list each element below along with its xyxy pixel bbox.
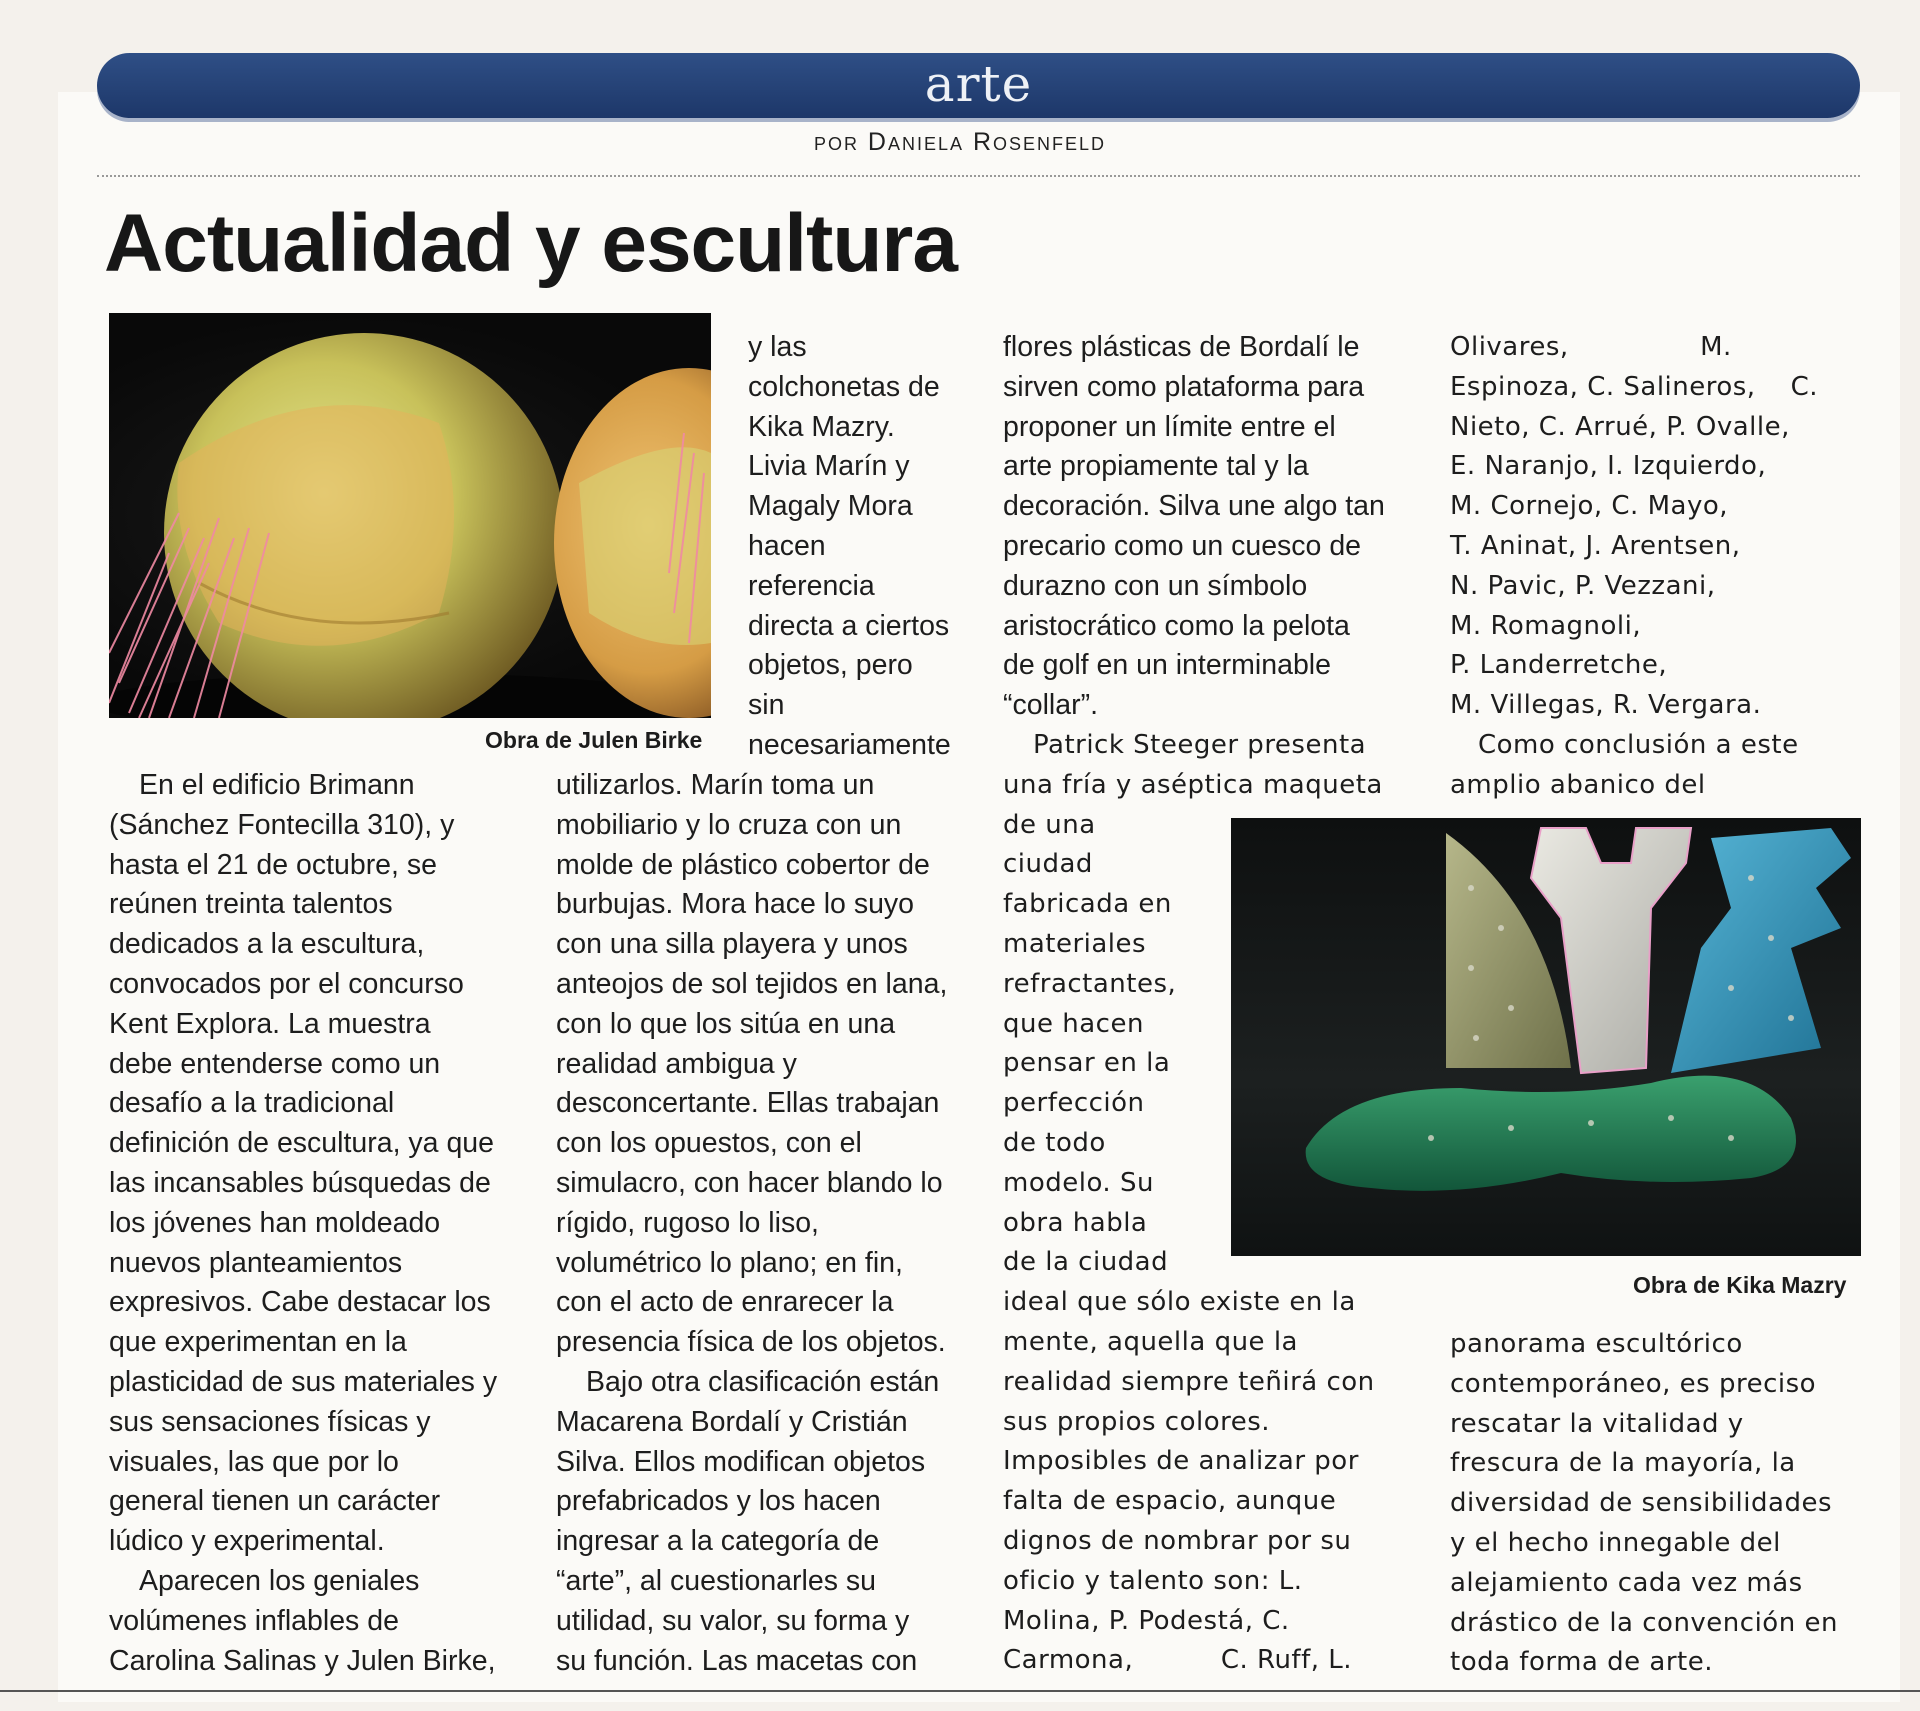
column-4-top [1450, 328, 1818, 806]
text-line: Patrick Steeger presenta [1033, 730, 1367, 760]
text-line: realidad ambigua y [556, 1047, 797, 1080]
text-line: reúnen treinta talentos [109, 888, 393, 921]
text-line: Magaly Mora [748, 490, 913, 523]
caption-photo1: Obra de Julen Birke [485, 727, 703, 753]
text-line: “collar”. [1003, 689, 1099, 722]
text-line: M. Villegas, R. Vergara. [1450, 690, 1762, 721]
text-line: Silva. Ellos modifican objetos [556, 1445, 926, 1478]
text-line: molde de plástico cobertor de [556, 848, 930, 881]
text-line: con los opuestos, con el [556, 1127, 862, 1160]
text-line: ingresar a la categoría de [556, 1525, 880, 1558]
text-line: con una silla playera y unos [556, 928, 908, 961]
text-line: dedicados a la escultura, [109, 928, 425, 961]
text-line: desafío a la tradicional [109, 1087, 395, 1120]
column-3-bottom [1003, 726, 1383, 1681]
text-line: su función. Las macetas con [556, 1644, 918, 1677]
text-line: hasta el 21 de octubre, se [109, 848, 437, 881]
text-line: oficio y talento son: L. [1003, 1565, 1303, 1596]
text-line: con lo que los sitúa en una [556, 1007, 896, 1040]
text-line: definición de escultura, ya que [109, 1127, 495, 1160]
caption-photo2: Obra de Kika Mazry [1633, 1272, 1847, 1298]
text-line: Carolina Salinas y Julen Birke, [109, 1644, 496, 1677]
byline: por Daniela Rosenfeld [813, 128, 1107, 156]
text-line: Kent Explora. La muestra [109, 1007, 431, 1040]
text-line: presencia física de los objetos. [556, 1326, 946, 1359]
text-line: realidad siempre teñirá con [1003, 1366, 1375, 1397]
text-line: sus sensaciones físicas y [109, 1405, 431, 1438]
text-line: desconcertante. Ellas trabajan [556, 1087, 940, 1120]
text-line: Olivares, M. [1450, 332, 1732, 362]
text-line: Kika Mazry. [748, 410, 895, 443]
text-line: Molina, P. Podestá, C. [1003, 1605, 1290, 1636]
text-line: prefabricados y los hacen [556, 1485, 881, 1518]
text-line: necesariamente [748, 728, 951, 761]
text-line: sin [748, 689, 785, 722]
text-line: sus propios colores. [1003, 1406, 1271, 1437]
text-line: hacen [748, 529, 826, 562]
text-line: mente, aquella que la [1003, 1326, 1298, 1357]
text-line: utilizarlos. Marín toma un [556, 769, 875, 801]
text-line: M. Cornejo, C. Mayo, [1450, 491, 1728, 522]
text-line: Nieto, C. Arrué, P. Ovalle, [1450, 411, 1790, 442]
text-line: expresivos. Cabe destacar los [109, 1286, 491, 1319]
text-line: anteojos de sol tejidos en lana, [556, 967, 948, 1000]
column-2-top [748, 328, 951, 766]
text-line: Espinoza, C. Salineros, C. [1450, 371, 1819, 402]
text-line: las incansables búsquedas de [109, 1166, 491, 1199]
text-line: objetos, pero [748, 649, 913, 682]
column-4-bottom [1450, 1325, 1838, 1683]
text-line: colchonetas de [748, 370, 940, 403]
text-line: durazno con un símbolo [1003, 569, 1308, 602]
text-line: referencia [748, 569, 875, 602]
text-line: con el acto de enrarecer la [556, 1286, 894, 1319]
text-line: “arte”, al cuestionarles su [556, 1564, 876, 1597]
text-line: Imposibles de analizar por [1003, 1446, 1359, 1477]
text-line: proponer un límite entre el [1003, 410, 1336, 443]
text-line: de una [1003, 809, 1096, 840]
text-line: perfección [1003, 1088, 1145, 1119]
section-banner [97, 53, 1860, 118]
text-line: panorama escultórico [1450, 1329, 1743, 1359]
text-line: alejamiento cada vez más [1450, 1567, 1803, 1598]
text-line: volumétrico lo plano; en fin, [556, 1246, 903, 1279]
inflatable-spheres-image [109, 313, 711, 718]
text-line: drástico de la convención en [1450, 1607, 1838, 1638]
text-line: M. Romagnoli, [1450, 610, 1642, 641]
text-line: refractantes, [1003, 968, 1177, 999]
text-line: los jóvenes han moldeado [109, 1206, 441, 1239]
text-line: falta de espacio, aunque [1003, 1486, 1337, 1517]
text-line: visuales, las que por lo [109, 1445, 399, 1478]
bottom-rule [0, 1690, 1920, 1692]
text-line: precario como un cuesco de [1003, 529, 1362, 562]
text-line: simulacro, con hacer blando lo [556, 1166, 943, 1199]
text-line: fabricada en [1003, 889, 1172, 920]
text-line: de la ciudad [1003, 1247, 1169, 1278]
article-headline: Actualidad y escultura [104, 198, 957, 289]
text-line: Bajo otra clasificación están [586, 1365, 940, 1398]
text-line: toda forma de arte. [1450, 1647, 1713, 1678]
text-line: y el hecho innegable del [1450, 1527, 1781, 1558]
photo-julen-birke [109, 313, 711, 718]
text-line: aristocrático como la pelota [1003, 609, 1350, 642]
text-line: (Sánchez Fontecilla 310), y [109, 808, 455, 841]
text-line: sirven como plataforma para [1003, 370, 1365, 403]
text-line: debe entenderse como un [109, 1047, 441, 1080]
text-line: Como conclusión a este [1478, 729, 1799, 760]
text-line: Macarena Bordalí y Cristián [556, 1405, 908, 1438]
text-line: nuevos planteamientos [109, 1246, 403, 1279]
text-line: N. Pavic, P. Vezzani, [1450, 570, 1716, 601]
text-line: T. Aninat, J. Arentsen, [1450, 530, 1741, 561]
text-line: Carmona, C. Ruff, L. [1003, 1645, 1353, 1676]
text-line: ciudad [1003, 849, 1093, 880]
column-3-top [1003, 328, 1385, 726]
text-line: Aparecen los geniales [139, 1564, 420, 1597]
text-line: rescatar la vitalidad y [1450, 1408, 1744, 1439]
text-line: P. Landerretche, [1450, 650, 1668, 681]
text-line: de golf en un interminable [1003, 649, 1331, 682]
text-line: flores plásticas de Bordalí le [1003, 331, 1360, 363]
text-line: que experimentan en la [109, 1326, 407, 1359]
text-line: diversidad de sensibilidades [1450, 1488, 1832, 1519]
text-line: materiales [1003, 928, 1147, 959]
column-2 [556, 766, 947, 1681]
text-line: mobiliario y lo cruza con un [556, 808, 902, 841]
text-line: una fría y aséptica maqueta [1003, 769, 1383, 800]
column-1 [109, 766, 497, 1681]
text-line: obra habla [1003, 1207, 1148, 1238]
text-line: lúdico y experimental. [109, 1525, 385, 1558]
text-line: pensar en la [1003, 1048, 1171, 1079]
text-line: amplio abanico del [1450, 769, 1706, 800]
text-line: que hacen [1003, 1008, 1144, 1039]
text-line: volúmenes inflables de [109, 1604, 399, 1637]
text-line: y las [748, 331, 807, 363]
text-line: rígido, rugoso lo liso, [556, 1206, 819, 1239]
text-line: frescura de la mayoría, la [1450, 1448, 1796, 1479]
divider [97, 175, 1860, 177]
text-line: En el edificio Brimann [139, 769, 415, 801]
text-line: modelo. Su [1003, 1167, 1154, 1198]
text-line: decoración. Silva une algo tan [1003, 490, 1385, 523]
text-line: dignos de nombrar por su [1003, 1525, 1352, 1556]
section-title: arte [924, 55, 1033, 113]
text-line: arte propiamente tal y la [1003, 450, 1309, 483]
text-line: convocados por el concurso [109, 967, 464, 1000]
text-line: general tienen un carácter [109, 1485, 441, 1518]
text-line: burbujas. Mora hace lo suyo [556, 888, 915, 921]
text-line: Livia Marín y [748, 450, 910, 483]
text-line: de todo [1003, 1127, 1106, 1158]
text-line: ideal que sólo existe en la [1003, 1287, 1356, 1318]
text-line: directa a ciertos [748, 609, 950, 642]
text-line: E. Naranjo, I. Izquierdo, [1450, 451, 1767, 482]
text-line: plasticidad de sus materiales y [109, 1365, 498, 1398]
text-line: utilidad, su valor, su forma y [556, 1604, 910, 1637]
text-line: contemporáneo, es preciso [1450, 1368, 1817, 1399]
